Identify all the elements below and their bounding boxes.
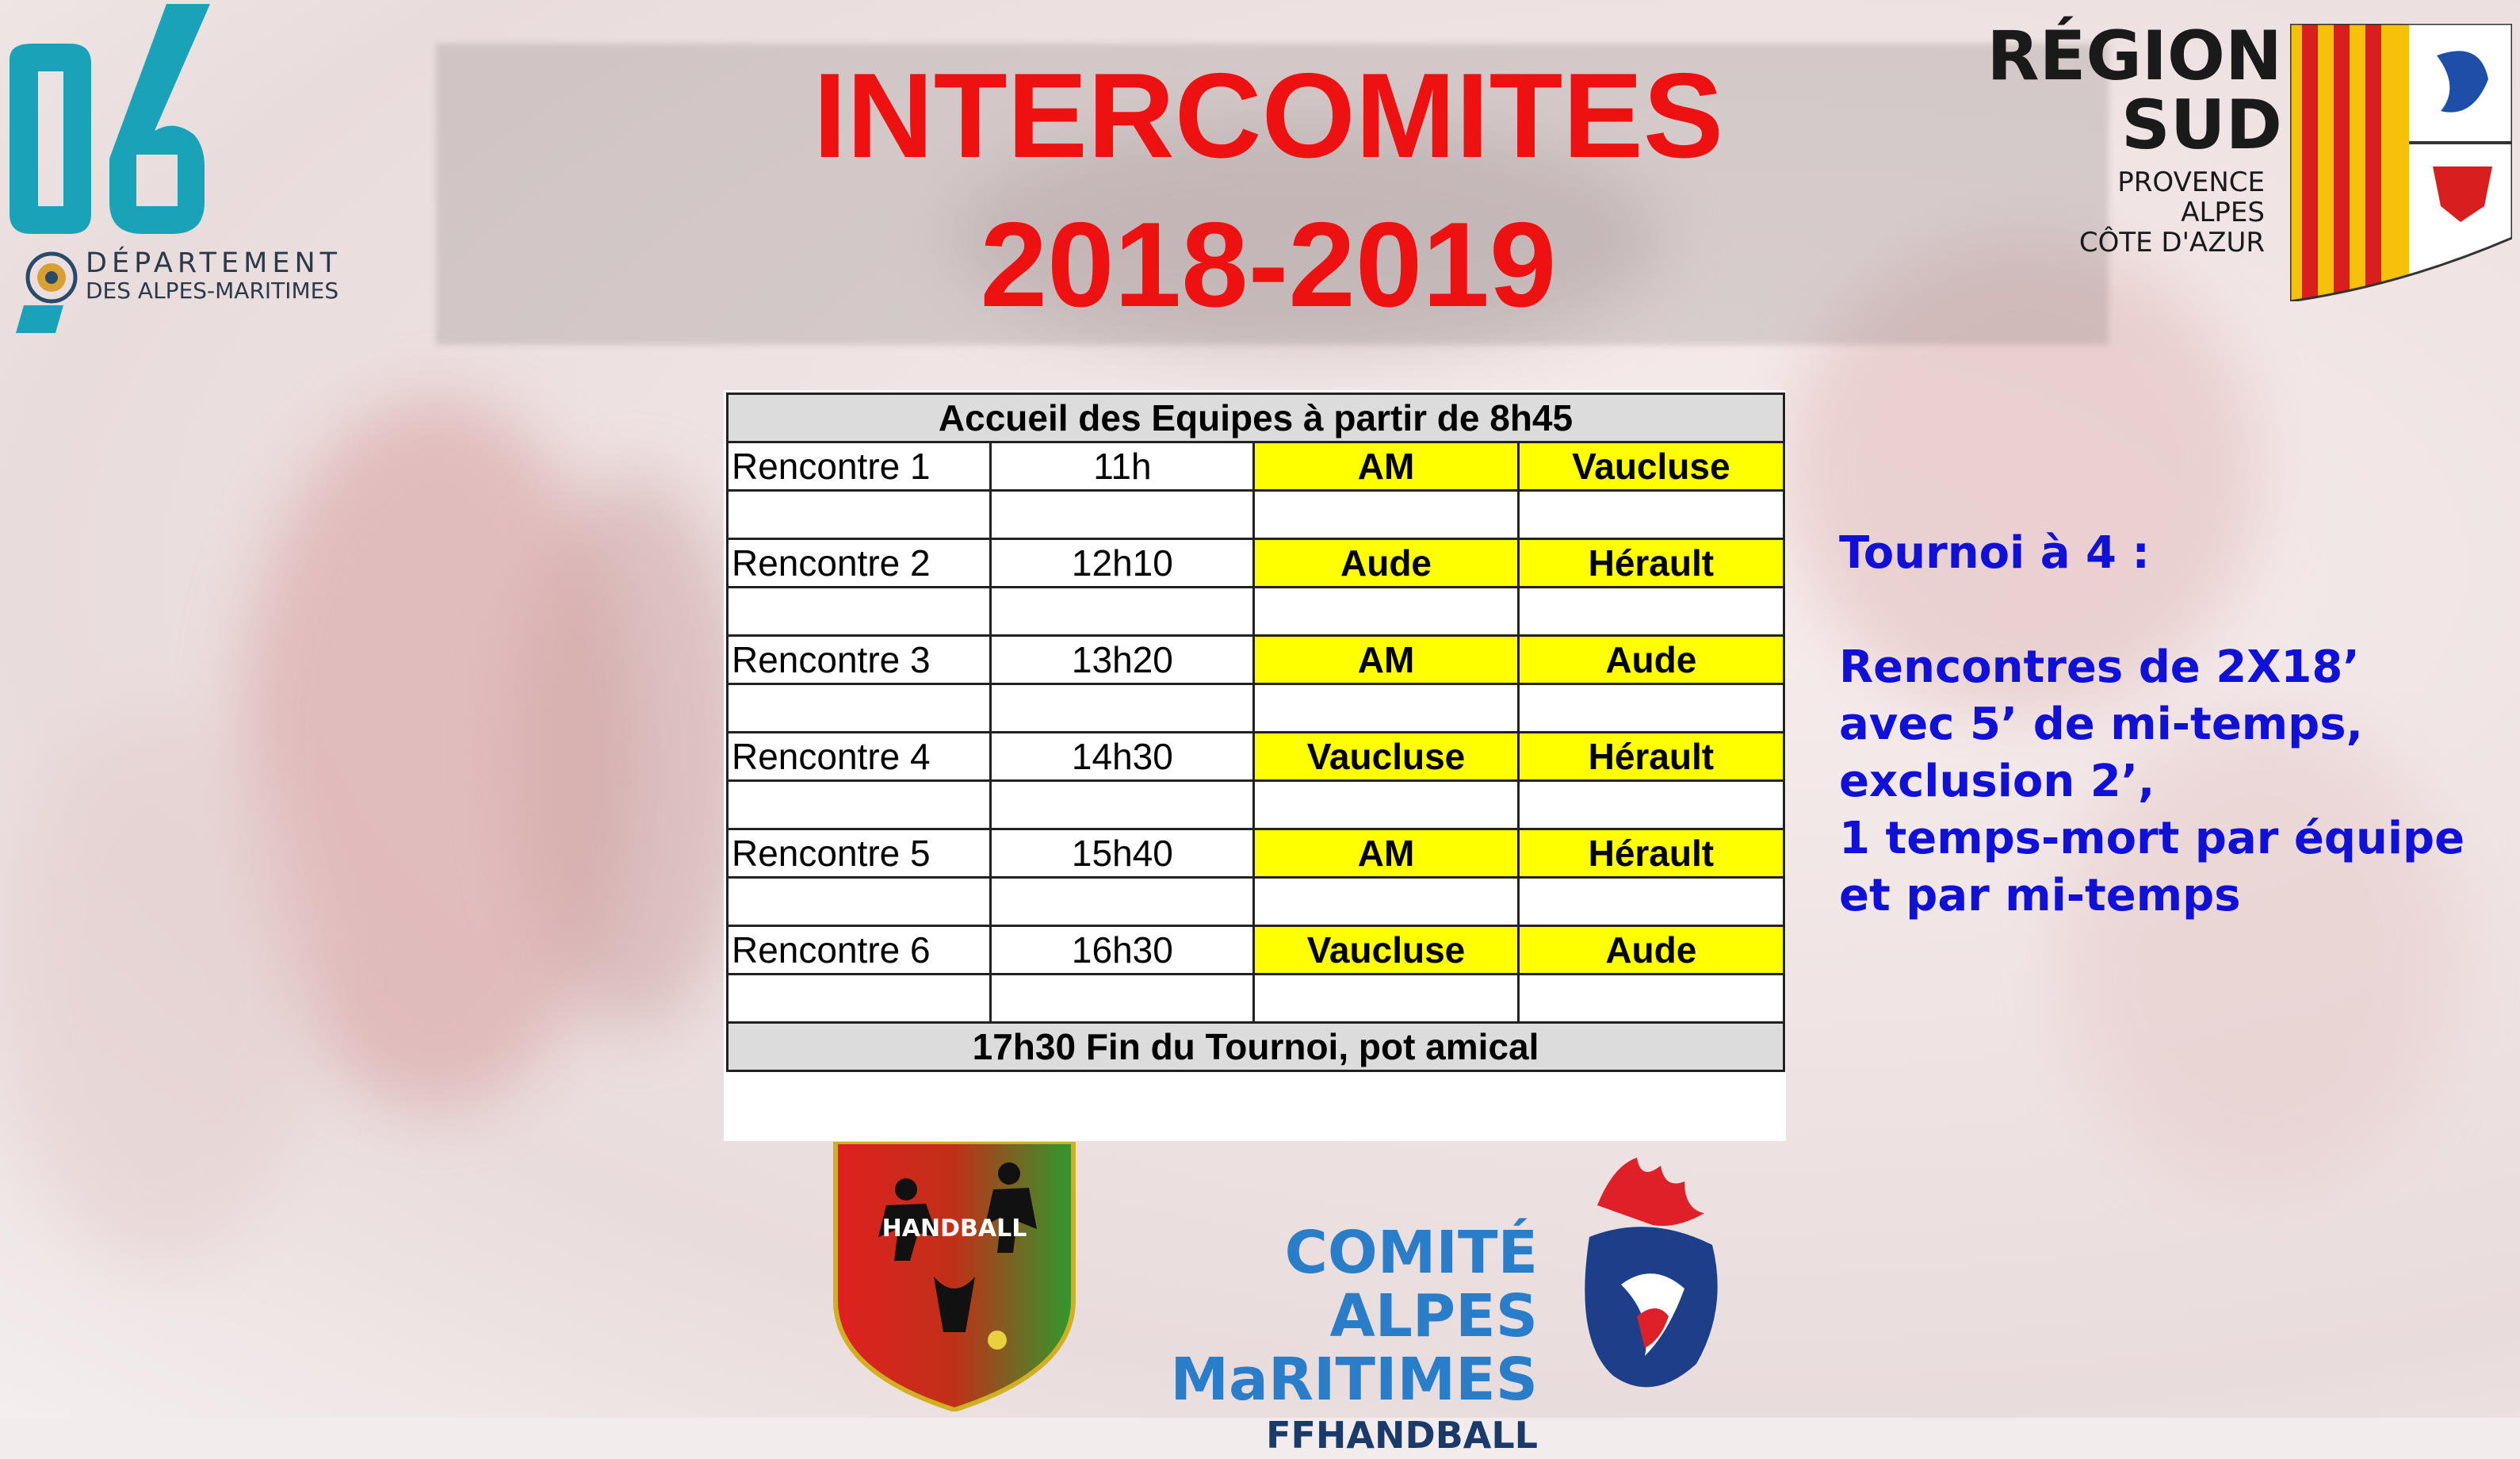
info-line2: Rencontres de 2X18’ (1839, 641, 2360, 693)
match-team1: Vaucluse (1254, 733, 1518, 781)
match-team1: AM (1254, 636, 1518, 684)
table-row-spacer (728, 588, 1784, 636)
match-team2: Hérault (1518, 829, 1784, 878)
table-row (728, 539, 1784, 588)
match-time: 14h30 (991, 733, 1254, 781)
region-line3: PROVENCE (2117, 167, 2265, 198)
match-time: 12h10 (991, 539, 1254, 588)
comite-line3: FFHANDBALL (1266, 1414, 1538, 1457)
match-team1: AM (1254, 442, 1518, 491)
page-title: INTERCOMITES (813, 48, 1724, 183)
match-team2: Hérault (1518, 539, 1784, 588)
match-label: Rencontre 6 (728, 926, 991, 975)
tournament-info (1839, 525, 2520, 925)
match-team1: AM (1254, 829, 1518, 878)
departement-line1: DÉPARTEMENT (86, 247, 342, 279)
ffhandball-rooster-logo (1566, 1150, 1732, 1411)
region-line5: CÔTE D'AZUR (2078, 227, 2265, 258)
region-sud-logo (1949, 0, 2520, 317)
page-subtitle-season: 2018-2019 (980, 197, 1557, 332)
table-row (728, 829, 1784, 878)
comite-line1: COMITÉ ALPES (1284, 1219, 1538, 1350)
match-time: 13h20 (991, 636, 1254, 684)
table-row-spacer (728, 684, 1784, 733)
match-label: Rencontre 2 (728, 539, 991, 588)
schedule-table (726, 393, 1785, 1072)
table-row-spacer (728, 781, 1784, 829)
info-line3: avec 5’ de mi-temps, (1839, 699, 2363, 750)
match-team1: Vaucluse (1254, 926, 1518, 975)
region-line2: SUD (2120, 86, 2282, 165)
info-line5: 1 temps-mort par équipe (1839, 813, 2465, 864)
match-label: Rencontre 3 (728, 636, 991, 684)
table-row-spacer (728, 878, 1784, 926)
rooster-icon (1566, 1150, 1732, 1411)
match-label: Rencontre 1 (728, 442, 991, 491)
table-row (728, 1023, 1784, 1071)
match-time: 16h30 (991, 926, 1254, 975)
info-line1: Tournoi à 4 : (1839, 527, 2150, 579)
region-coat-of-arms-icon (2290, 24, 2512, 301)
match-time: 15h40 (991, 829, 1254, 878)
comite-line2: MaRITIMES (1170, 1346, 1538, 1414)
table-row (728, 636, 1784, 684)
match-time: 11h (991, 442, 1254, 491)
table-row (728, 442, 1784, 491)
match-label: Rencontre 5 (728, 829, 991, 878)
departement-line2: DES ALPES-MARITIMES (86, 278, 339, 304)
schedule-table-panel (724, 390, 1786, 1141)
comite-alpes-maritimes-logo (1102, 1221, 1538, 1459)
match-team2: Vaucluse (1518, 442, 1784, 491)
region-line1: RÉGION (1987, 17, 2282, 96)
match-label: Rencontre 4 (728, 733, 991, 781)
table-row (728, 926, 1784, 975)
info-line4: exclusion 2’, (1839, 756, 2155, 807)
match-team2: Aude (1518, 926, 1784, 975)
schedule-header: Accueil des Equipes à partir de 8h45 (728, 394, 1784, 442)
info-line6: et par mi-temps (1839, 870, 2241, 921)
handball-shield-icon (831, 1142, 1078, 1411)
match-team2: Aude (1518, 636, 1784, 684)
schedule-footer: 17h30 Fin du Tournoi, pot amical (728, 1023, 1784, 1071)
match-team2: Hérault (1518, 733, 1784, 781)
table-row-spacer (728, 491, 1784, 539)
club-handball-shield (831, 1142, 1078, 1411)
departement-logo (0, 0, 341, 341)
table-row (728, 733, 1784, 781)
table-row (728, 394, 1784, 442)
region-line4: ALPES (2181, 197, 2265, 228)
club-shield-text: HANDBALL (881, 1215, 1027, 1243)
match-team1: Aude (1254, 539, 1518, 588)
table-row-spacer (728, 975, 1784, 1023)
